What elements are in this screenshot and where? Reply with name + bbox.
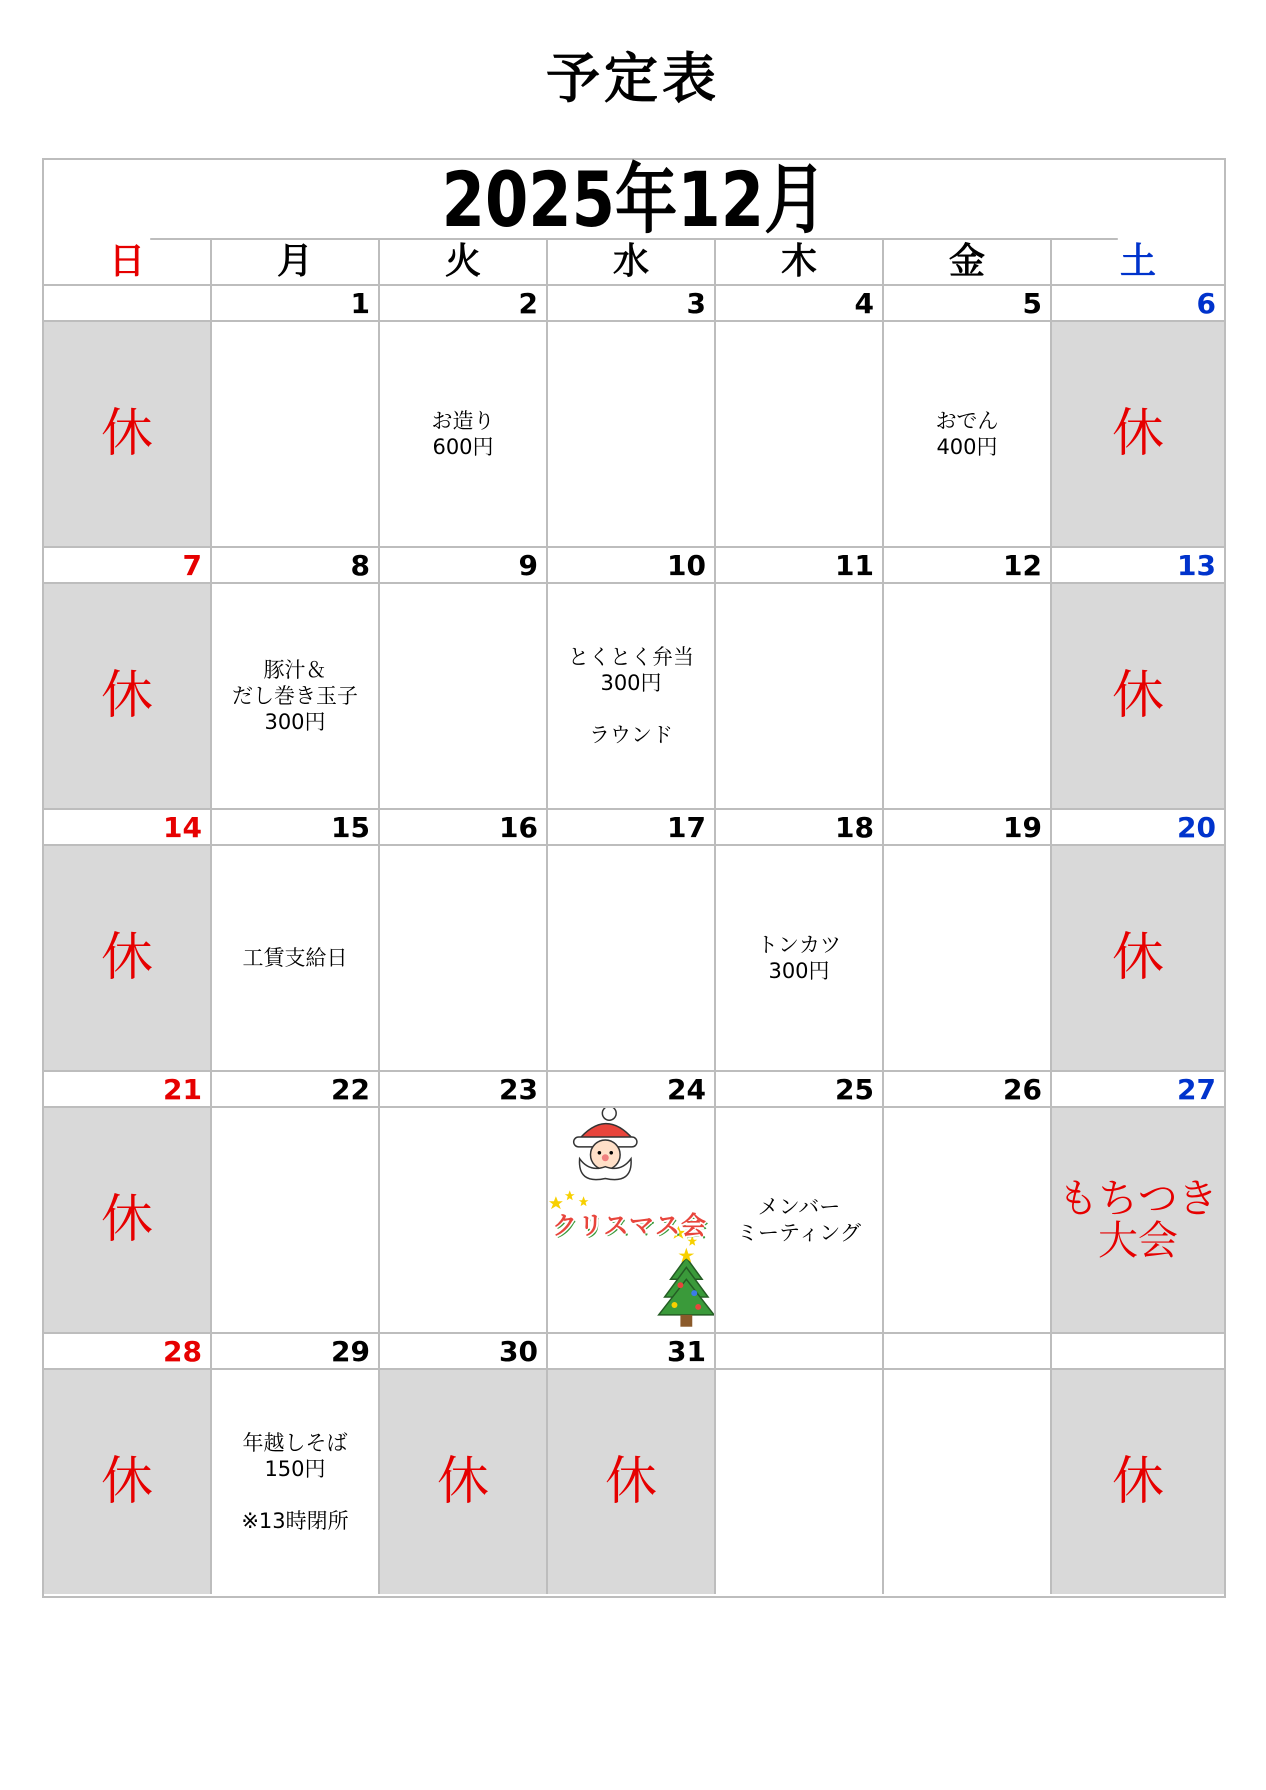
date-number: 18: [716, 810, 884, 844]
date-number: 31: [548, 1334, 716, 1368]
date-number: [884, 1334, 1052, 1368]
day-cell: [380, 1108, 548, 1332]
day-cell: [716, 584, 884, 808]
schedule-note: とくとく弁当 300円 ラウンド: [568, 645, 694, 747]
closed-day-cell: [1052, 584, 1224, 808]
date-row: [44, 1072, 1224, 1108]
calendar-grid: [44, 286, 1224, 1596]
content-row: [44, 322, 1224, 548]
date-number: 2: [380, 286, 548, 320]
calendar: [42, 155, 1226, 1598]
date-number: 11: [716, 548, 884, 582]
weekday-label: 金: [884, 240, 1052, 284]
day-cell: [716, 322, 884, 546]
date-number: 17: [548, 810, 716, 844]
month-title: 2025年12月: [150, 160, 1118, 240]
day-cell: [548, 1108, 716, 1332]
date-row: [44, 810, 1224, 846]
content-row: [44, 1108, 1224, 1334]
date-number: 1: [212, 286, 380, 320]
day-cell: [884, 322, 1052, 546]
schedule-note: 豚汁＆ だし巻き玉子 300円: [232, 658, 358, 734]
date-row: [44, 1334, 1224, 1370]
day-cell: [884, 1108, 1052, 1332]
closed-label: 休: [604, 1452, 657, 1512]
weekday-label: 日: [44, 240, 212, 284]
date-number: 28: [44, 1334, 212, 1368]
closed-label: 休: [436, 1452, 489, 1512]
closed-label: 休: [1111, 928, 1164, 988]
date-number: [716, 1334, 884, 1368]
closed-day-cell: [44, 1108, 212, 1332]
schedule-note: 年越しそば 150円 ※13時閉所: [241, 1431, 349, 1533]
calendar-week: [44, 286, 1224, 548]
date-number: [44, 286, 212, 320]
date-number: 7: [44, 548, 212, 582]
date-row: [44, 548, 1224, 584]
date-number: [1052, 1334, 1224, 1368]
closed-label: 休: [1111, 404, 1164, 464]
day-cell: [548, 322, 716, 546]
schedule-note: 工賃支給日: [242, 946, 348, 970]
closed-day-cell: [548, 1370, 716, 1594]
schedule-note: おでん 400円: [935, 409, 999, 459]
closed-day-cell: [44, 1370, 212, 1594]
date-number: 24: [548, 1072, 716, 1106]
closed-label: 休: [1111, 1452, 1164, 1512]
day-cell: [548, 584, 716, 808]
closed-day-cell: [1052, 322, 1224, 546]
date-number: 8: [212, 548, 380, 582]
closed-label: 休: [100, 1190, 153, 1250]
day-cell: [212, 584, 380, 808]
schedule-note: メンバー ミーティング: [737, 1195, 861, 1245]
date-number: 23: [380, 1072, 548, 1106]
closed-day-cell: [44, 584, 212, 808]
santa-icon: [574, 1108, 637, 1180]
schedule-note: トンカツ 300円: [757, 933, 841, 983]
closed-day-cell: [44, 846, 212, 1070]
date-number: 12: [884, 548, 1052, 582]
day-cell: [716, 1108, 884, 1332]
day-cell: [380, 322, 548, 546]
closed-label: 休: [100, 666, 153, 726]
weekday-label: 土: [1119, 241, 1156, 282]
calendar-week: [44, 810, 1224, 1072]
closed-day-cell: [44, 322, 212, 546]
day-cell: [884, 584, 1052, 808]
date-number: 13: [1177, 549, 1216, 582]
closed-label: 休: [1111, 666, 1164, 726]
date-number: 15: [212, 810, 380, 844]
weekday-label: 水: [548, 240, 716, 284]
date-row: [44, 286, 1224, 322]
content-row: [44, 846, 1224, 1072]
date-number: 16: [380, 810, 548, 844]
date-number: 10: [548, 548, 716, 582]
date-number: 5: [884, 286, 1052, 320]
date-number: 29: [212, 1334, 380, 1368]
closed-day-cell: [380, 1370, 548, 1594]
calendar-week: [44, 1072, 1224, 1334]
date-number: 21: [44, 1072, 212, 1106]
weekday-label: 月: [212, 240, 380, 284]
closed-label: 休: [100, 1452, 153, 1512]
day-cell: [380, 846, 548, 1070]
day-cell: [212, 322, 380, 546]
weekday-label: 火: [380, 240, 548, 284]
weekday-label: 木: [716, 240, 884, 284]
day-cell: [716, 1370, 884, 1594]
date-number: 3: [548, 286, 716, 320]
day-cell: [212, 1108, 380, 1332]
date-number: 19: [884, 810, 1052, 844]
schedule-note: お造り 600円: [431, 409, 495, 459]
date-number: 20: [1177, 811, 1216, 844]
christmas-party-label: クリスマス会: [552, 1211, 708, 1240]
date-number: 25: [716, 1072, 884, 1106]
calendar-week: [44, 548, 1224, 810]
date-number: 26: [884, 1072, 1052, 1106]
day-cell: [212, 1370, 380, 1594]
event-label: もちつき 大会: [1058, 1176, 1218, 1264]
date-number: 6: [1196, 287, 1216, 320]
page-title: 予定表: [546, 47, 720, 110]
closed-label: 休: [100, 404, 153, 464]
date-number: 22: [212, 1072, 380, 1106]
day-cell: [716, 846, 884, 1070]
date-number: 9: [380, 548, 548, 582]
date-number: 30: [380, 1334, 548, 1368]
closed-day-cell: [1052, 1108, 1224, 1332]
content-row: [44, 1370, 1224, 1596]
calendar-week: [44, 1334, 1224, 1596]
weekday-header-row: [44, 240, 1224, 286]
date-number: 27: [1177, 1073, 1216, 1106]
closed-day-cell: [1052, 846, 1224, 1070]
content-row: [44, 584, 1224, 810]
closed-label: 休: [100, 928, 153, 988]
day-cell: [884, 846, 1052, 1070]
date-number: 4: [716, 286, 884, 320]
day-cell: [380, 584, 548, 808]
day-cell: [884, 1370, 1052, 1594]
christmas-tree-icon: [659, 1248, 714, 1327]
date-number: 14: [44, 810, 212, 844]
day-cell: [548, 846, 716, 1070]
closed-day-cell: [1052, 1370, 1224, 1594]
day-cell: [212, 846, 380, 1070]
